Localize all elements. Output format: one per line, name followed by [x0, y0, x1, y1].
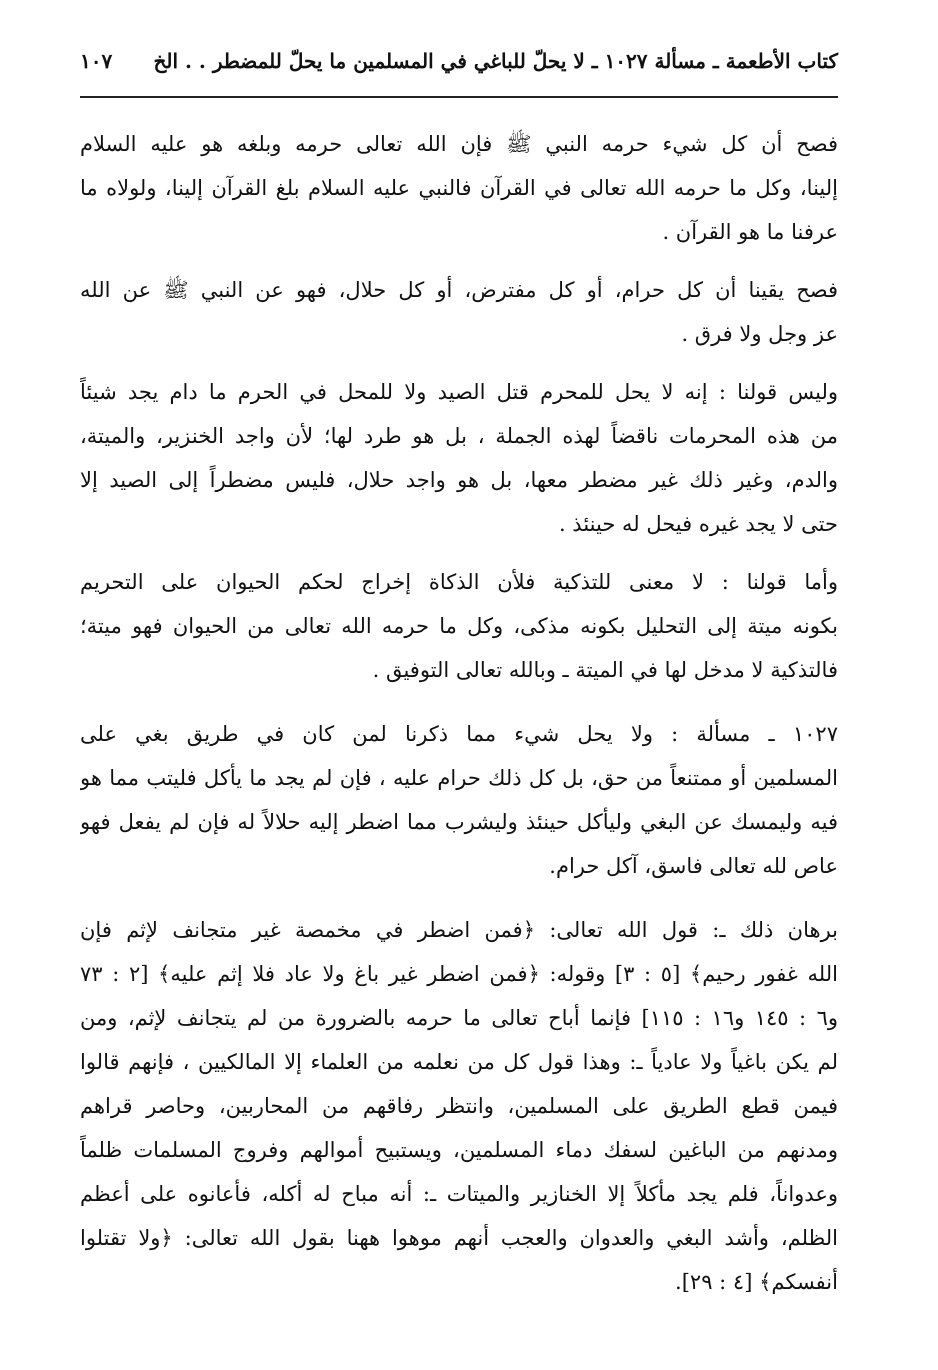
- text-line: أنفسكم﴾ [٤ : ٢٩].: [675, 1270, 838, 1294]
- text-line: فيه وليمسك عن البغي وليأكل حينئذ وليشرب مما اضطر إليه حلالاً له فإن لم يفعل فهو: [80, 810, 838, 834]
- text-line: عز وجل ولا فرق .: [681, 322, 838, 346]
- body-text: [80, 122, 838, 1318]
- proof-paragraph: [80, 908, 838, 1304]
- text-line: وعدواناً، فلم يجد مأكلاً إلا الخنازير والميتات ـ: أنه مباح له أكله، فأعانوه على أعظم: [80, 1182, 838, 1206]
- text-line: فصح يقينا أن كل حرام، أو كل مفترض، أو كل حلال، فهو عن النبي ﷺ عن الله: [80, 278, 838, 302]
- paragraph: [80, 370, 838, 546]
- text-line: فصح أن كل شيء حرمه النبي ﷺ فإن الله تعالى حرمه وبلغه هو عليه السلام: [80, 132, 838, 156]
- text-line: والدم، وغير ذلك غير مضطر معها، بل هو واجد حلال، فليس مضطراً إلى الصيد إلا: [80, 468, 838, 492]
- text-line: وأما قولنا : لا معنى للتذكية فلأن الذكاة إخراج لحكم الحيوان على التحريم: [80, 570, 838, 594]
- text-line: عاص لله تعالى فاسق، آكل حرام.: [549, 854, 838, 878]
- text-line: عرفنا ما هو القرآن .: [662, 220, 838, 244]
- issue-paragraph: [80, 712, 838, 888]
- text-line: ١٠٢٧ ـ مسألة : ولا يحل شيء مما ذكرنا لمن كان في طريق بغي على: [80, 722, 838, 746]
- paragraph: [80, 122, 838, 254]
- text-line: الله غفور رحيم﴾ [٥ : ٣] وقوله: ﴿فمن اضطر غير باغ ولا عاد فلا إثم عليه﴾ [٢ : ٧٣: [80, 962, 838, 986]
- page-number: ١٠٧: [80, 49, 113, 73]
- text-line: المسلمين أو ممتنعاً من حق، بل كل ذلك حرام عليه ، فإن لم يجد ما يأكل فليتب مما هو: [80, 766, 838, 790]
- header-title: كتاب الأطعمة ـ مسألة ١٠٢٧ ـ لا يحلّ للباغي في المسلمين ما يحلّ للمضطر . . الخ: [153, 49, 838, 73]
- text-line: وليس قولنا : إنه لا يحل للمحرم قتل الصيد ولا للمحل في الحرم ما دام يجد شيئاً: [80, 380, 838, 404]
- text-line: فالتذكية لا مدخل لها في الميتة ـ وبالله تعالى التوفيق .: [372, 658, 838, 682]
- text-line: لم يكن باغياً ولا عادياً ـ: وهذا قول كل من نعلمه من العلماء إلا المالكيين ، فإنهم قالوا: [80, 1050, 838, 1074]
- paragraph: [80, 268, 838, 356]
- text-line: ومدنهم من الباغين لسفك دماء المسلمين، ويستبيح أموالهم وفروج المسلمات ظلماً: [80, 1138, 838, 1162]
- running-header: [80, 40, 838, 92]
- paragraph: [80, 560, 838, 692]
- book-page: [80, 40, 838, 1294]
- text-line: من هذه المحرمات ناقضاً لهذه الجملة ، بل هو طرد لها؛ لأن واجد الخنزير، والميتة،: [80, 424, 838, 448]
- text-line: برهان ذلك ـ: قول الله تعالى: ﴿فمن اضطر في مخمصة غير متجانف لإثم فإن: [80, 918, 838, 942]
- header-rule: [80, 96, 838, 98]
- text-line: إلينا، وكل ما حرمه الله تعالى في القرآن فالنبي عليه السلام بلغ القرآن إلينا، ولولاه ما: [80, 176, 838, 200]
- text-line: و٦ : ١٤٥ و١٦ : ١١٥] فإنما أباح تعالى ما حرمه بالضرورة من لم يتجانف لإثم، ومن: [80, 1006, 838, 1030]
- text-line: بكونه ميتة إلى التحليل بكونه مذكى، وكل ما حرمه الله تعالى من الحيوان فهو ميتة؛: [80, 614, 838, 638]
- text-line: فيمن قطع الطريق على المسلمين، وانتظر رفاقهم من المحاربين، وحاصر قراهم: [80, 1094, 838, 1118]
- text-line: الظلم، وأشد البغي والعدوان والعجب أنهم موهوا ههنا بقول الله تعالى: ﴿ولا تقتلوا: [80, 1226, 838, 1250]
- text-line: حتى لا يجد غيره فيحل له حينئذ .: [558, 512, 838, 536]
